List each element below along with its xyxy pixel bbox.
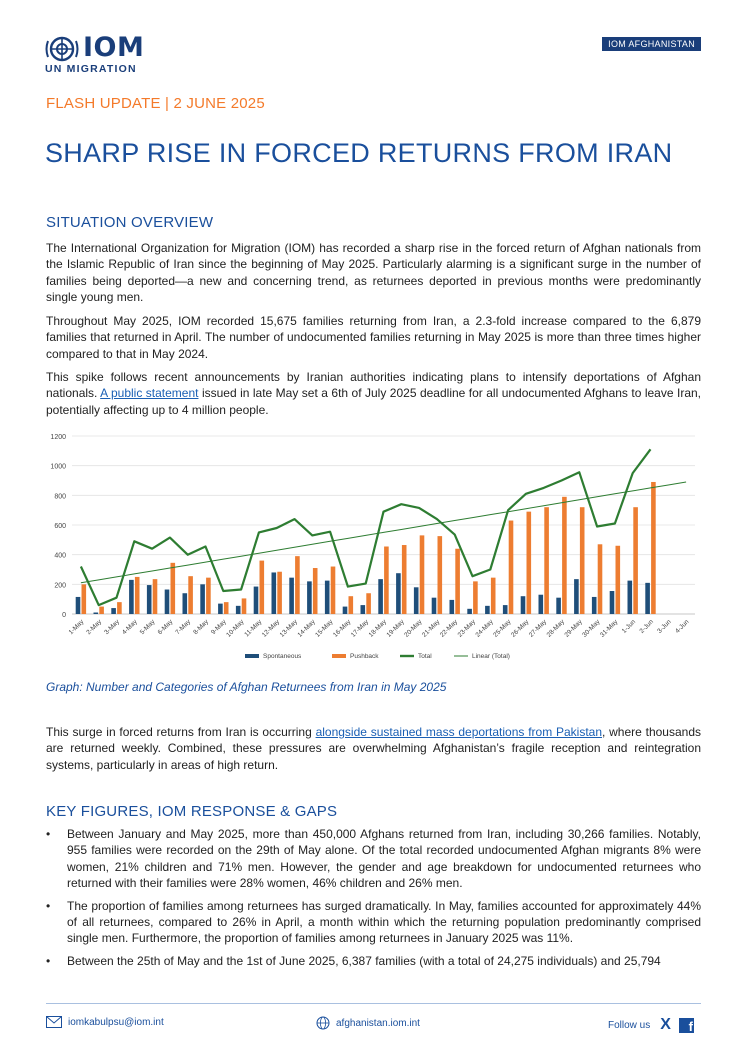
situation-paragraph-2: Throughout May 2025, IOM recorded 15,675 families returning from Iran, a 2.3-fold increase compared to the 6,879 families that returned in April. The number of undocumented families returning in May 2025 is more than three times higher compared to that in May 2024. bbox=[46, 314, 701, 361]
list-item bbox=[46, 953, 701, 969]
flash-update-label: FLASH UPDATE | 2 JUNE 2025 bbox=[46, 95, 265, 112]
bar-spontaneous bbox=[556, 598, 561, 614]
bullet-text: Between the 25th of May and the 1st of June 2025, 6,387 families (with a total of 24,275 individuals) and 25,794 bbox=[67, 953, 661, 968]
logo-subtext: UN MIGRATION bbox=[45, 63, 137, 75]
bar-pushback bbox=[99, 607, 104, 614]
bar-spontaneous bbox=[147, 585, 152, 614]
bar-pushback bbox=[117, 602, 122, 614]
bar-spontaneous bbox=[289, 578, 294, 614]
bar-spontaneous bbox=[432, 598, 437, 614]
surge-text-after: , where thousands are returned weekly. Combined, these pressures are overwhelming Afghanistan’s fragile reception and reintegration systems, particularly in areas of high return. bbox=[46, 725, 701, 772]
bar-pushback bbox=[171, 563, 176, 614]
list-item bbox=[46, 898, 701, 947]
x-tick-label: 2-Jun bbox=[638, 618, 655, 635]
bar-pushback bbox=[135, 577, 140, 614]
bar-pushback bbox=[473, 581, 478, 614]
legend-swatch bbox=[245, 654, 259, 658]
key-figures-heading: KEY FIGURES, IOM RESPONSE & GAPS bbox=[46, 803, 338, 820]
y-tick-label: 600 bbox=[54, 523, 66, 530]
x-tick-label: 15-May bbox=[314, 618, 335, 639]
surge-text-before: This surge in forced returns from Iran is occurring bbox=[46, 725, 316, 739]
x-tick-label: 3-May bbox=[103, 618, 121, 637]
situation-heading: SITUATION OVERVIEW bbox=[46, 214, 214, 231]
globe-icon bbox=[316, 1016, 330, 1030]
bar-spontaneous bbox=[414, 587, 419, 614]
logo-text: IOM bbox=[83, 32, 145, 63]
bar-spontaneous bbox=[628, 581, 633, 614]
x-tick-label: 8-May bbox=[192, 618, 210, 637]
bar-pushback bbox=[384, 547, 389, 614]
bar-pushback bbox=[544, 507, 549, 614]
bar-pushback bbox=[491, 578, 496, 614]
x-icon[interactable]: X bbox=[660, 1016, 671, 1033]
x-tick-label: 11-May bbox=[243, 618, 264, 639]
un-emblem-icon bbox=[45, 35, 79, 63]
x-tick-label: 12-May bbox=[260, 618, 282, 639]
y-tick-label: 0 bbox=[62, 612, 66, 619]
bar-spontaneous bbox=[485, 606, 490, 614]
x-tick-label: 30-May bbox=[581, 618, 602, 639]
x-tick-label: 22-May bbox=[438, 618, 460, 639]
x-tick-label: 4-Jun bbox=[674, 618, 691, 635]
footer-social bbox=[608, 1016, 694, 1034]
situation-paragraph-3 bbox=[46, 369, 701, 418]
key-figures-list bbox=[46, 826, 701, 975]
bar-pushback bbox=[402, 545, 407, 614]
follow-us-label: Follow us bbox=[608, 1019, 651, 1031]
bar-pushback bbox=[616, 546, 621, 614]
bar-spontaneous bbox=[325, 581, 330, 614]
x-tick-label: 5-May bbox=[138, 618, 157, 637]
x-tick-label: 3-Jun bbox=[656, 618, 673, 635]
bar-spontaneous bbox=[574, 579, 579, 614]
x-tick-label: 26-May bbox=[510, 618, 531, 639]
bar-spontaneous bbox=[592, 597, 597, 614]
bar-pushback bbox=[651, 482, 656, 614]
country-tag: IOM AFGHANISTAN bbox=[602, 37, 701, 51]
bar-pushback bbox=[260, 561, 265, 614]
bullet-marker: • bbox=[46, 827, 51, 841]
x-tick-label: 18-May bbox=[367, 618, 388, 639]
bar-pushback bbox=[420, 535, 425, 614]
bar-spontaneous bbox=[129, 580, 134, 614]
p3-text-after: issued in late May set a 6th of July 2025 deadline for all undocumented Afghans to leave Iran, potentially affecting up to 4 million people. bbox=[46, 386, 702, 417]
pakistan-deportations-link[interactable]: alongside sustained mass deportations from Pakistan bbox=[315, 725, 603, 739]
public-statement-link[interactable]: A public statement bbox=[100, 386, 199, 401]
bar-pushback bbox=[366, 593, 371, 614]
bar-spontaneous bbox=[307, 581, 312, 614]
bar-pushback bbox=[224, 602, 229, 614]
footer-email[interactable] bbox=[46, 1016, 164, 1028]
bar-pushback bbox=[153, 579, 158, 614]
legend-swatch bbox=[332, 654, 346, 658]
y-tick-label: 1000 bbox=[50, 463, 66, 471]
footer-website[interactable] bbox=[316, 1016, 420, 1030]
x-tick-label: 28-May bbox=[545, 618, 566, 639]
x-tick-label: 27-May bbox=[527, 618, 549, 639]
legend-label: Total bbox=[418, 653, 432, 660]
bar-pushback bbox=[349, 596, 354, 614]
legend-label: Pushback bbox=[350, 653, 379, 660]
bar-pushback bbox=[580, 507, 585, 614]
bar-pushback bbox=[295, 556, 300, 614]
bar-pushback bbox=[206, 578, 211, 614]
x-tick-label: 9-May bbox=[209, 618, 228, 637]
bar-spontaneous bbox=[610, 591, 615, 614]
page-title: SHARP RISE IN FORCED RETURNS FROM IRAN bbox=[45, 138, 673, 168]
x-tick-label: 13-May bbox=[278, 618, 299, 639]
bar-pushback bbox=[242, 598, 247, 614]
bar-spontaneous bbox=[450, 600, 455, 614]
bar-spontaneous bbox=[183, 593, 188, 614]
bar-pushback bbox=[527, 512, 532, 614]
bar-spontaneous bbox=[254, 587, 259, 614]
bar-pushback bbox=[455, 549, 460, 614]
bar-spontaneous bbox=[76, 597, 81, 614]
bullet-marker: • bbox=[46, 898, 51, 913]
bar-pushback bbox=[82, 584, 87, 614]
bar-pushback bbox=[438, 536, 443, 614]
surge-paragraph bbox=[46, 724, 701, 773]
y-tick-label: 200 bbox=[54, 582, 66, 590]
bar-pushback bbox=[562, 497, 567, 614]
bar-pushback bbox=[313, 568, 318, 614]
y-tick-label: 1200 bbox=[50, 434, 66, 441]
x-tick-label: 6-May bbox=[156, 618, 175, 637]
email-link[interactable]: iomkabulpsu@iom.int bbox=[68, 1016, 164, 1028]
y-tick-label: 400 bbox=[54, 552, 66, 560]
bar-spontaneous bbox=[521, 596, 526, 614]
returnees-chart bbox=[40, 428, 700, 668]
bar-pushback bbox=[277, 572, 282, 614]
p3-text-before: This spike follows recent announcements by Iranian authorities indicating plans to intensify deportations of Afghan nationals. bbox=[46, 370, 701, 401]
legend-label: Spontaneous bbox=[263, 653, 302, 660]
bar-spontaneous bbox=[396, 573, 401, 614]
bar-spontaneous bbox=[503, 605, 508, 614]
x-tick-label: 16-May bbox=[332, 618, 353, 639]
x-tick-label: 25-May bbox=[492, 618, 513, 639]
bar-spontaneous bbox=[165, 590, 170, 614]
bullet-marker: • bbox=[46, 953, 51, 968]
x-tick-label: 20-May bbox=[403, 618, 424, 639]
x-tick-label: 21-May bbox=[421, 618, 442, 639]
website-link[interactable]: afghanistan.iom.int bbox=[336, 1017, 420, 1029]
bar-spontaneous bbox=[218, 604, 223, 614]
bar-pushback bbox=[331, 567, 336, 614]
x-tick-label: 31-May bbox=[599, 618, 620, 639]
x-tick-label: 17-May bbox=[349, 618, 371, 639]
x-tick-label: 2-May bbox=[85, 618, 104, 637]
bar-spontaneous bbox=[361, 605, 366, 614]
bar-spontaneous bbox=[378, 579, 383, 614]
legend-label: Linear (Total) bbox=[472, 653, 510, 660]
bar-pushback bbox=[188, 576, 193, 614]
chart-caption: Graph: Number and Categories of Afghan Returnees from Iran in May 2025 bbox=[46, 680, 447, 694]
facebook-icon[interactable]: f bbox=[679, 1018, 694, 1033]
bar-spontaneous bbox=[111, 608, 116, 614]
x-tick-label: 19-May bbox=[385, 618, 406, 639]
x-tick-label: 23-May bbox=[456, 618, 477, 639]
x-tick-label: 4-May bbox=[120, 618, 139, 637]
footer-divider bbox=[46, 1003, 701, 1004]
x-tick-label: 1-May bbox=[67, 618, 86, 637]
bullet-text: Between January and May 2025, more than 450,000 Afghans returned from Iran, including 30,266 families. Notably, 955 families were recorded on the 29th of May alone. Of the total recorded undocumented Afghan migrants 8% were women, 21% children and 71% men. However, the gender and age breakdown for undocumented returnees who returned with their families were 28% women, 46% children and 26% men. bbox=[67, 827, 701, 891]
bar-spontaneous bbox=[645, 583, 650, 614]
iom-logo[interactable] bbox=[45, 32, 145, 75]
trend-line bbox=[81, 482, 686, 583]
list-item bbox=[46, 826, 701, 892]
bar-spontaneous bbox=[343, 607, 348, 614]
bar-pushback bbox=[509, 521, 514, 614]
x-tick-label: 10-May bbox=[225, 618, 246, 639]
y-tick-label: 800 bbox=[54, 493, 66, 501]
x-tick-label: 7-May bbox=[174, 618, 193, 637]
mail-icon bbox=[46, 1016, 62, 1028]
bar-spontaneous bbox=[272, 572, 277, 614]
bar-spontaneous bbox=[236, 606, 241, 614]
x-tick-label: 14-May bbox=[296, 618, 317, 639]
bar-pushback bbox=[598, 544, 603, 614]
situation-paragraph-1: The International Organization for Migration (IOM) has recorded a sharp rise in the forced return of Afghan nationals from the Islamic Republic of Iran since the beginning of May 2025. Particularly alarming is a significant surge in the number of families being deported—a new and concerning trend, as returnees deported in previous months were predominantly single young men. bbox=[46, 241, 701, 305]
bar-spontaneous bbox=[94, 613, 99, 614]
x-tick-label: 29-May bbox=[563, 618, 584, 639]
x-tick-label: 1-Jun bbox=[620, 618, 638, 635]
bar-spontaneous bbox=[200, 584, 205, 614]
x-tick-label: 24-May bbox=[474, 618, 495, 639]
bar-spontaneous bbox=[539, 595, 544, 614]
bar-spontaneous bbox=[467, 609, 472, 614]
bar-pushback bbox=[633, 507, 638, 614]
bullet-text: The proportion of families among returnees has surged dramatically. In May, families accounted for approximately 44% of all returnees, compared to 26% in April, a month within which the returning population predominantly comprised single men. Furthermore, the proportion of families among returnees in January 2025 was 11%. bbox=[67, 898, 701, 946]
